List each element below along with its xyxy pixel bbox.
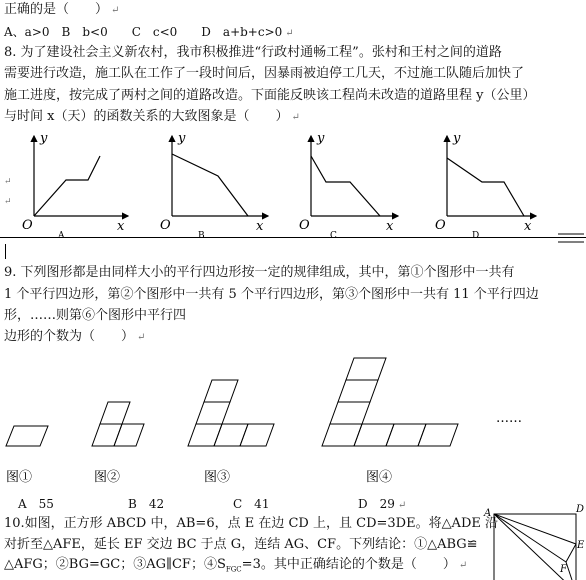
svg-text:B: B xyxy=(198,231,205,238)
svg-text:D: D xyxy=(472,231,480,238)
q10-line1: 10.如图，正方形 ABCD 中，AB=6，点 E 在边 CD 上，且 CD=3DE。将△ADE 沿 xyxy=(4,516,498,531)
svg-text:y: y xyxy=(453,131,461,146)
figure-3 xyxy=(188,380,274,446)
figure-3-label: 图③ xyxy=(204,470,231,485)
q10-figure xyxy=(480,500,586,580)
q9-option-c: C 41 xyxy=(233,497,270,511)
svg-text:y: y xyxy=(40,131,48,146)
q9-line3: 形，……则第⑥个图形中平行四 xyxy=(4,308,187,323)
figure-4 xyxy=(322,358,458,446)
svg-text:A: A xyxy=(484,508,492,519)
svg-text:O: O xyxy=(435,218,446,233)
q9-option-a: A 55 xyxy=(18,497,54,511)
svg-text:O: O xyxy=(22,218,33,233)
q9-line1: 9. 下列图形都是由同样大小的平行四边形按一定的规律组成，其中，第①个图形中一共有 xyxy=(4,265,515,280)
q7-tail: 正确的是（ ） ↵ xyxy=(4,2,120,17)
svg-text:A: A xyxy=(58,231,65,238)
svg-text:x: x xyxy=(386,219,394,234)
q8-line1: 8. 为了建设社会主义新农村，我市积极推进“行政村通畅工程”。张村和王村之间的道路 xyxy=(4,45,502,60)
graph-a xyxy=(22,131,128,238)
figure-4-label: 图④ xyxy=(366,470,393,485)
svg-text:D: D xyxy=(576,504,585,515)
q9-figures xyxy=(0,350,586,490)
svg-text:F: F xyxy=(560,564,567,575)
q9-ellipsis: …… xyxy=(496,411,522,426)
q9-line2: 1 个平行四边形，第②个图形中一共有 5 个平行四边形，第③个图形中一共有 11 个平行四边 xyxy=(4,287,539,302)
graph-c xyxy=(299,131,398,238)
q8-line4: 与时间 x（天）的函数关系的大致图象是（ ） ↵ xyxy=(4,109,300,124)
svg-text:E: E xyxy=(577,540,585,551)
svg-text:y: y xyxy=(317,131,325,146)
svg-text:x: x xyxy=(117,219,125,234)
q9-option-b: B 42 xyxy=(128,497,165,511)
svg-text:O: O xyxy=(299,218,310,233)
q7-options: A、a>0 B b<0 C c<0 D a+b+c>0 ↵ xyxy=(4,25,294,39)
svg-text:y: y xyxy=(178,131,186,146)
page-break-rule xyxy=(0,237,586,238)
svg-text:↵: ↵ xyxy=(4,197,12,207)
svg-text:C: C xyxy=(330,231,337,238)
graph-d xyxy=(435,131,536,238)
svg-text:↵: ↵ xyxy=(4,177,12,187)
q8-graphs xyxy=(0,128,586,238)
figure-1 xyxy=(6,426,48,446)
svg-text:x: x xyxy=(524,219,532,234)
figure-2 xyxy=(92,402,144,446)
graph-b xyxy=(160,131,268,238)
figure-1-label: 图① xyxy=(6,470,33,485)
q8-line2: 需要进行改造，施工队在工作了一段时间后，因暴雨被迫停工几天，不过施工队随后加快了 xyxy=(4,66,525,81)
q9-option-d: D 29 ↵ xyxy=(358,497,407,511)
svg-text:O: O xyxy=(160,218,171,233)
q10-line2: 对折至△AFE，延长 EF 交边 BC 于点 G，连结 AG、CF。下列结论：①△ABG≌ xyxy=(4,537,478,552)
q10-line3: △AFG；②BG=GC；③AG∥CF；$④S_{FGC}=3$。其中正确结论的个数是（ ） ↵ xyxy=(4,557,468,574)
svg-text:x: x xyxy=(256,219,264,234)
q9-line4: 边形的个数为（ ） ↵ xyxy=(4,329,146,344)
q8-line3: 施工进度，按完成了两村之间的道路改造。下面能反映该工程尚未改造的道路里程 y（公里） xyxy=(4,88,536,103)
figure-2-label: 图② xyxy=(94,470,121,485)
text-cursor xyxy=(5,244,6,259)
edge-marks xyxy=(556,230,586,244)
